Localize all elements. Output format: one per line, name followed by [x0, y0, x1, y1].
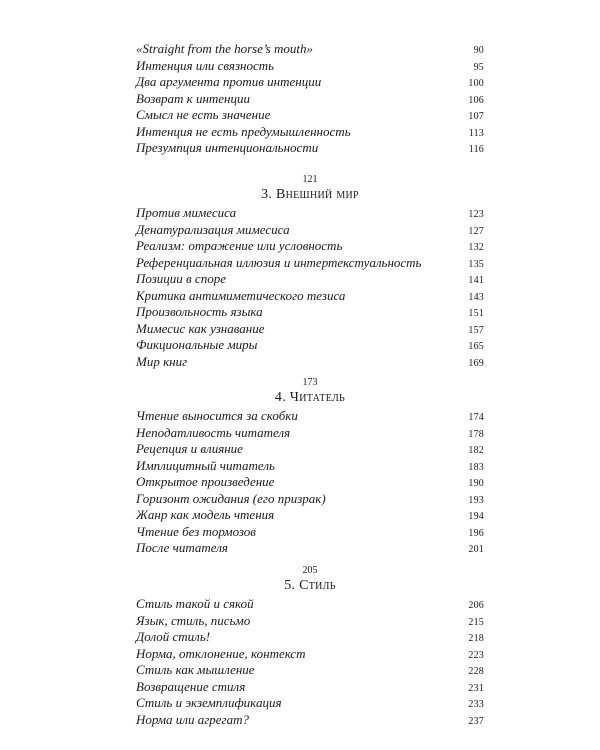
- toc-entry-title: Позиции в споре: [136, 271, 226, 286]
- toc-entry-page: 206: [468, 600, 484, 611]
- toc-entry: [136, 474, 484, 491]
- toc-entry-title: Два аргумента против интенции: [136, 74, 322, 89]
- toc-entry: [136, 458, 484, 475]
- toc-entry-page: 107: [468, 111, 484, 122]
- toc-entry: [136, 354, 484, 371]
- toc-entry-title: Чтение без тормозов: [136, 523, 256, 539]
- toc-entry-page: 123: [468, 209, 484, 220]
- toc-entry-page: 113: [468, 127, 484, 139]
- toc-entry: [136, 41, 484, 58]
- toc-entry-title: Референциальная иллюзия и интертекстуальность: [136, 254, 422, 270]
- toc-entry-title: Интенция не есть предумышленность: [136, 123, 351, 139]
- toc-entry-page: 218: [468, 633, 484, 644]
- toc-entry-title: Открытое произведение: [136, 474, 275, 489]
- toc-entry-page: 215: [468, 616, 484, 628]
- toc-entry: [136, 491, 484, 508]
- toc-entry: [136, 58, 484, 75]
- toc-entry-page: 233: [468, 699, 484, 710]
- toc-entry: [136, 238, 484, 255]
- toc-entry-page: 143: [468, 291, 484, 303]
- toc-entry-page: 116: [468, 144, 484, 155]
- toc-entry-page: 174: [468, 412, 484, 423]
- toc-entry-title: Чтение выносится за скобки: [136, 408, 298, 423]
- toc-entry-page: 151: [468, 308, 484, 319]
- toc-section-3: [136, 173, 484, 370]
- toc-entry: [136, 205, 484, 222]
- toc-entry-title: Долой стиль!: [136, 629, 211, 644]
- toc-entry: [136, 441, 484, 458]
- toc-entry-page: 178: [468, 428, 484, 440]
- toc-entry-page: 141: [468, 275, 484, 286]
- toc-entry-page: 237: [468, 715, 484, 727]
- toc-entry: [136, 596, 484, 613]
- toc-entry: [136, 337, 484, 354]
- toc-entry: [136, 646, 484, 663]
- toc-entry-page: 196: [468, 527, 484, 539]
- toc-entry-page: 95: [473, 61, 484, 73]
- toc-entry-page: 165: [468, 341, 484, 352]
- section-page-number: 205: [302, 565, 318, 576]
- toc-entry-page: 231: [468, 682, 484, 694]
- toc-entry: [136, 712, 484, 729]
- toc-entry-title: Стиль и экземплификация: [136, 695, 282, 710]
- section-title: 3. Внешний мир: [261, 187, 359, 202]
- section-title: 5. Стиль: [284, 578, 336, 593]
- toc-entry-title: Норма или агрегат?: [136, 711, 250, 727]
- toc-entry: [136, 425, 484, 442]
- toc-entry-title: Смысл не есть значение: [136, 107, 271, 122]
- toc-entry-title: Неподатливость читателя: [136, 424, 291, 440]
- toc-entry: [136, 695, 484, 712]
- toc-entry: [136, 222, 484, 239]
- toc-entry: [136, 679, 484, 696]
- toc-entry-page: 106: [468, 94, 484, 106]
- toc-section-4: [136, 376, 484, 557]
- toc-entry-page: 135: [468, 258, 484, 270]
- toc-entry-page: 193: [468, 494, 484, 506]
- toc-entry: [136, 408, 484, 425]
- toc-entry-title: Стиль такой и сякой: [136, 596, 254, 611]
- toc-entry-title: Мир книг: [136, 353, 188, 369]
- toc-entry-title: «Straight from the horse’s mouth»: [136, 41, 313, 56]
- toc-entry-title: Язык, стиль, письмо: [136, 612, 251, 628]
- toc-entry: [136, 91, 484, 108]
- toc-entry: [136, 507, 484, 524]
- toc-entry-title: Презумпция интенциональности: [136, 140, 319, 155]
- toc-entry-page: 182: [468, 445, 484, 456]
- toc-entry-title: Фикциональные миры: [136, 337, 258, 352]
- toc-entry-page: 90: [473, 45, 484, 56]
- toc-entry: [136, 540, 484, 557]
- toc-entry: [136, 107, 484, 124]
- section-title: 4. Читатель: [274, 390, 346, 405]
- toc-entry-title: После читателя: [136, 540, 228, 555]
- toc-entry-page: 194: [468, 511, 484, 522]
- toc-entry: [136, 629, 484, 646]
- toc-entry-page: 100: [468, 78, 484, 89]
- toc-entry-title: Норма, отклонение, контекст: [136, 645, 306, 661]
- toc-entry-title: Возврат к интенции: [136, 90, 251, 106]
- toc-entry: [136, 321, 484, 338]
- toc-entry-title: Реализм: отражение или условность: [136, 238, 343, 253]
- toc-entry: [136, 288, 484, 305]
- toc-entry-title: Стиль как мышление: [136, 662, 255, 677]
- toc-entry-title: Имплицитный читатель: [136, 457, 275, 473]
- toc-entry-title: Возвращение стиля: [136, 678, 246, 694]
- toc-entry: [136, 271, 484, 288]
- toc-entry: [136, 662, 484, 679]
- section-page-number: 173: [302, 377, 318, 388]
- toc-entry: [136, 140, 484, 157]
- section-page-number: 121: [302, 174, 318, 185]
- toc-entry-page: 190: [468, 478, 484, 489]
- toc-entry: [136, 124, 484, 141]
- toc-entry-title: Произвольность языка: [136, 304, 263, 319]
- toc-entry-page: 127: [468, 225, 484, 237]
- toc-entry-page: 228: [468, 666, 484, 677]
- toc-entry: [136, 613, 484, 630]
- toc-entry-title: Интенция или связность: [136, 57, 275, 73]
- toc-entry: [136, 74, 484, 91]
- toc-entry-page: 132: [468, 242, 484, 253]
- toc-entry-title: Критика антимиметического тезиса: [136, 287, 346, 303]
- toc-entry: [136, 524, 484, 541]
- toc-entry-title: Жанр как модель чтения: [136, 507, 275, 522]
- toc-entry-page: 223: [468, 649, 484, 661]
- toc-entry-page: 201: [468, 544, 484, 555]
- toc-entry-page: 183: [468, 461, 484, 473]
- toc-entry: [136, 255, 484, 272]
- toc-entry-title: Рецепция и влияние: [136, 441, 243, 456]
- toc-section-5: [136, 564, 484, 728]
- toc-block-continued: [136, 41, 484, 157]
- toc-entry-title: Горизонт ожидания (его призрак): [136, 490, 326, 506]
- toc-entry-page: 169: [468, 357, 484, 369]
- toc-entry-page: 157: [468, 324, 484, 336]
- toc-entry: [136, 304, 484, 321]
- toc-entry-title: Мимесис как узнавание: [136, 320, 265, 336]
- toc-entry-title: Против мимесиса: [136, 205, 237, 220]
- toc-entry-title: Денатурализация мимесиса: [136, 221, 290, 237]
